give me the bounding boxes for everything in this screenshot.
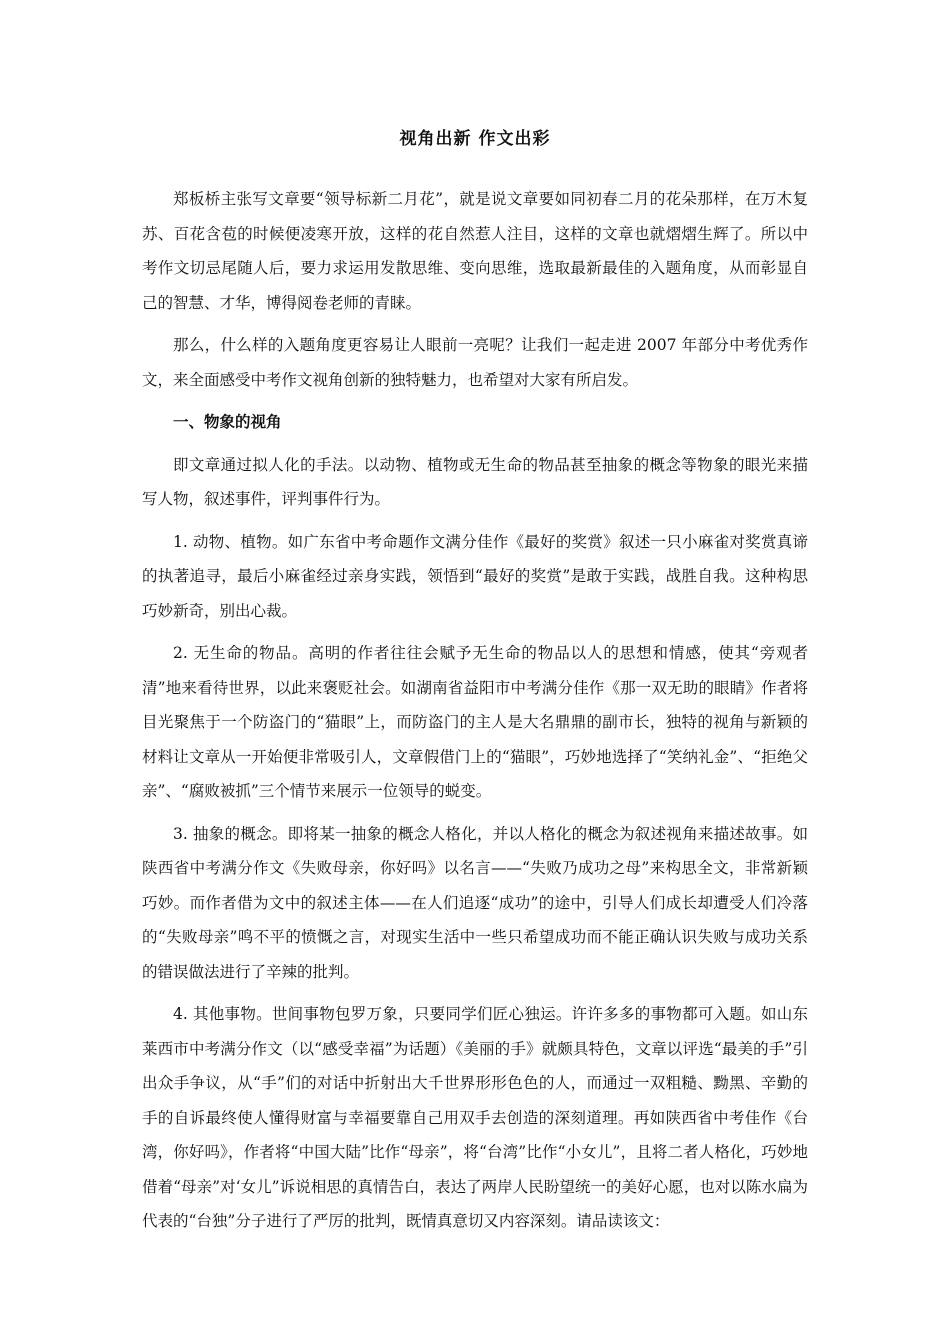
section-paragraph-definition: 即文章通过拟人化的手法。以动物、植物或无生命的物品甚至抽象的概念等物象的眼光来描写人物，叙述事件，评判事件行为。	[142, 455, 808, 508]
document-title: 视角出新 作文出彩	[399, 129, 551, 149]
intro-paragraph-2: 那么，什么样的入题角度更容易让人眼前一亮呢？让我们一起走进 2007 年部分中考优秀作文，来全面感受中考作文视角创新的独特魅力，也希望对大家有所启发。	[142, 336, 808, 389]
section-paragraph-other-things: 4. 其他事物。世间事物包罗万象，只要同学们匠心独运。许许多多的事物都可入题。如山东莱西市中考满分作文（以“感受幸福”为话题）《美丽的手》就颇具特色，文章以评选“最美的手”引出众手争议，从“手”们的对话中折射出大千世界形形色色的人，而通过一双粗糙、黝黑、辛勤的手的自诉最终使人懂得财富与幸福要靠自己用双手去创造的深刻道理。再如陕西省中考佳作《台湾，你好吗》，作者将“中国大陆”比作“母亲”，将“台湾”比作“小女儿”，且将二者人格化，巧妙地借着“母亲”对‘女儿”诉说相思的真情告白，表达了两岸人民盼望统一的美好心愿，也对以陈水扁为代表的“台独”分子进行了严厉的批判，既情真意切又内容深刻。请品读该文：	[142, 1005, 808, 1230]
intro-paragraph-1: 郑板桥主张写文章要“领导标新二月花”，就是说文章要如同初春二月的花朵那样，在万木复苏、百花含苞的时候便凌寒开放，这样的花自然惹人注目，这样的文章也就熠熠生辉了。所以中考作文切忌尾随人后，要力求运用发散思维、变向思维，选取最新最佳的入题角度，从而彰显自己的智慧、才华，博得阅卷老师的青睐。	[142, 190, 808, 312]
document-body	[142, 124, 808, 1247]
section-paragraph-inanimate-objects: 2. 无生命的物品。高明的作者往往会赋予无生命的物品以人的思想和情感，使其“旁观者清”地来看待世界，以此来褒贬社会。如湖南省益阳市中考满分佳作《那一双无助的眼睛》作者将目光聚焦于一个防盗门的“猫眼”上，而防盗门的主人是大名鼎鼎的副市长，独特的视角与新颖的材料让文章从一开始便非常吸引人，文章假借门上的“猫眼”，巧妙地选择了“笑纳礼金”、“拒绝父亲”、“腐败被抓”三个情节来展示一位领导的蜕变。	[142, 644, 808, 800]
section-heading: 一、物象的视角	[173, 412, 282, 431]
section-paragraph-abstract-concepts: 3. 抽象的概念。即将某一抽象的概念人格化，并以人格化的概念为叙述视角来描述故事。如陕西省中考满分作文《失败母亲，你好吗》以名言——“失败乃成功之母”来构思全文，非常新颖巧妙。而作者借为文中的叙述主体——在人们追逐“成功”的途中，引导人们成长却遭受人们冷落的“失败母亲”鸣不平的愤慨之言，对现实生活中一些只希望成功而不能正确认识失败与成功关系的错误做法进行了辛辣的批判。	[142, 824, 808, 981]
section-paragraph-animals-plants: 1. 动物、植物。如广东省中考命题作文满分佳作《最好的奖赏》叙述一只小麻雀对奖赏真谛的执著追寻，最后小麻雀经过亲身实践，领悟到“最好的奖赏”是敢于实践，战胜自我。这种构思巧妙新奇，别出心裁。	[142, 532, 808, 620]
